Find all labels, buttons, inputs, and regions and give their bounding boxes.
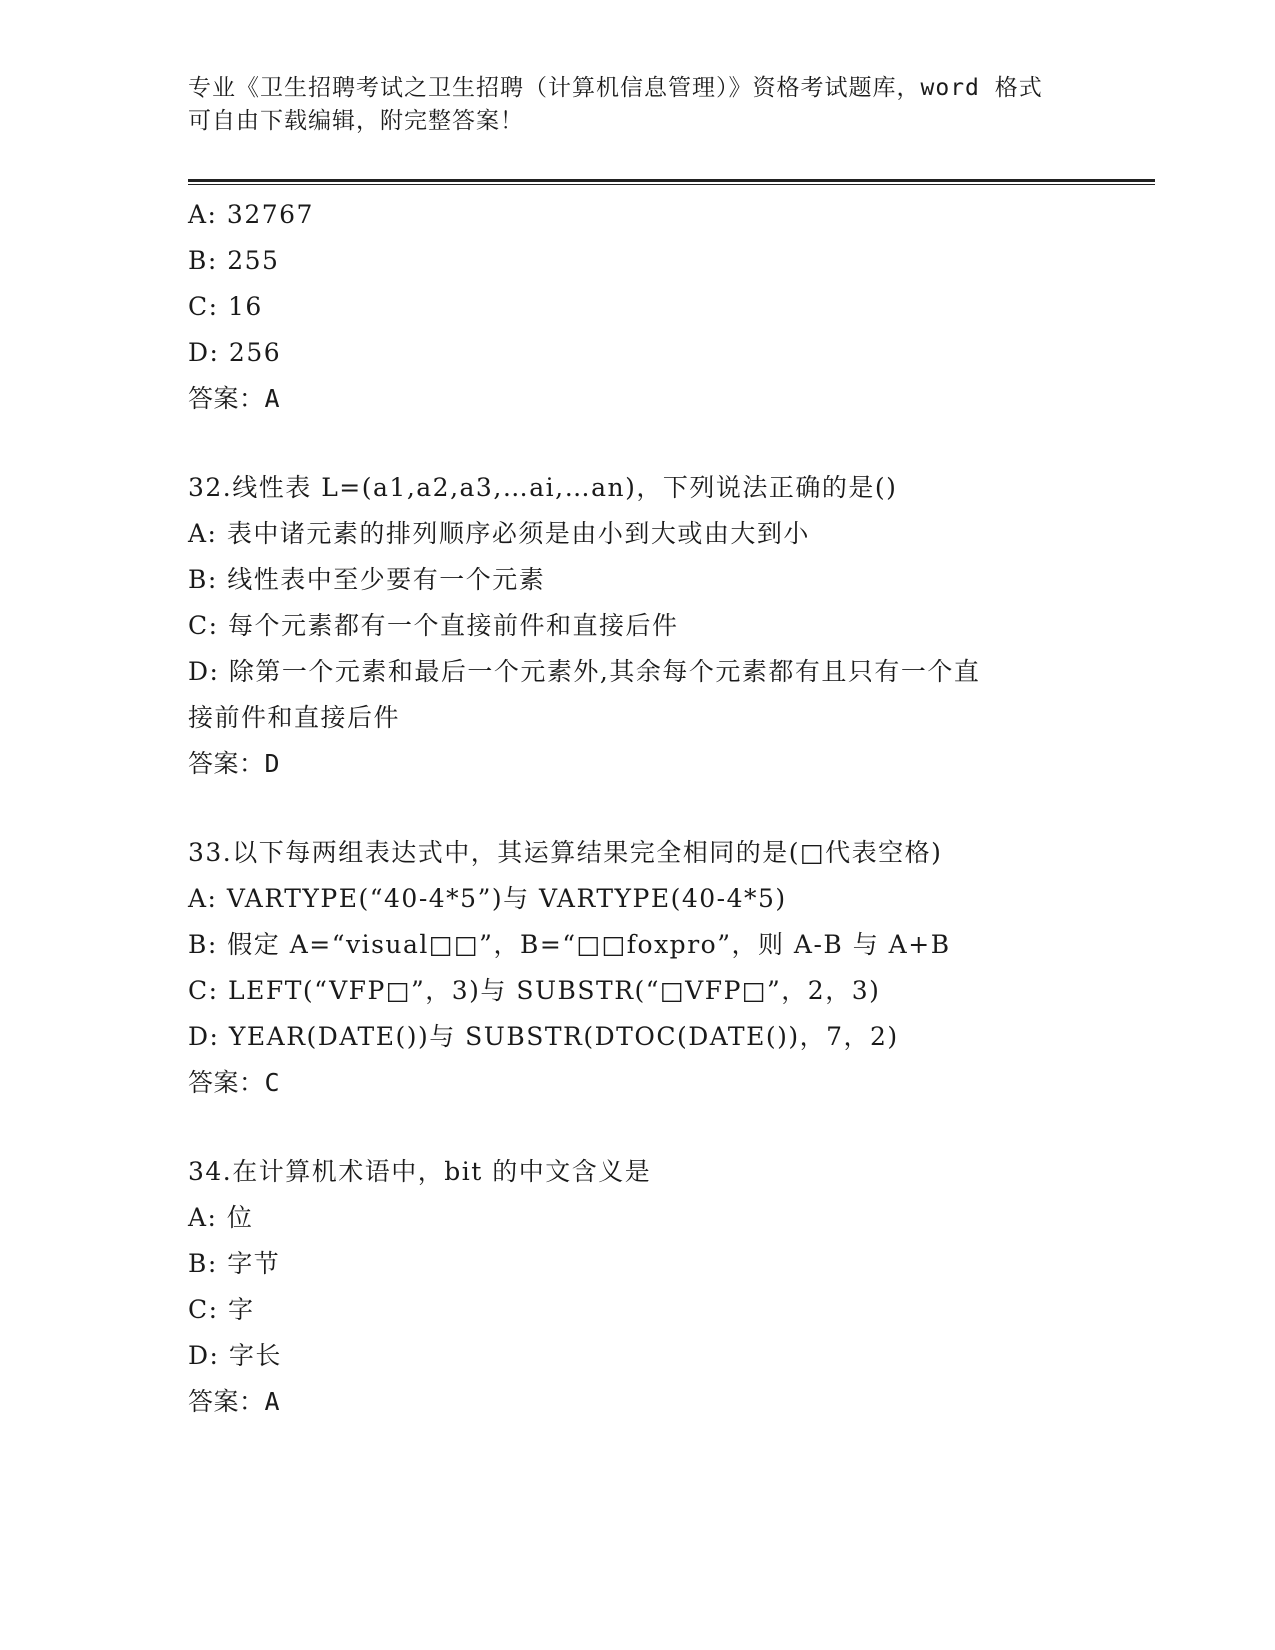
document-header: [188, 72, 1088, 138]
option-d: D: YEAR(DATE())与 SUBSTR(DTOC(DATE())，7，2): [188, 1022, 899, 1051]
answer-line: 答案：C: [188, 1068, 281, 1097]
option-c: C: 16: [188, 292, 263, 321]
option-d: D: 除第一个元素和最后一个元素外,其余每个元素都有且只有一个直: [188, 657, 981, 686]
option-c: C: 字: [188, 1295, 255, 1324]
option-d-continued: 接前件和直接后件: [188, 703, 401, 732]
question-block-34: [188, 1149, 1088, 1425]
answer-line: 答案：A: [188, 1387, 281, 1416]
answer-line: 答案：D: [188, 749, 281, 778]
option-a: A: 位: [188, 1203, 254, 1232]
spacer: [188, 422, 1088, 465]
option-a: A: VARTYPE(“40-4*5”)与 VARTYPE(40-4*5): [188, 884, 787, 913]
question-block-31: [188, 192, 1088, 422]
question-block-32: [188, 465, 1088, 787]
option-b: B: 线性表中至少要有一个元素: [188, 565, 546, 594]
option-a: A: 表中诸元素的排列顺序必须是由小到大或由大到小: [188, 519, 810, 548]
option-b: B: 字节: [188, 1249, 281, 1278]
option-b: B: 255: [188, 246, 280, 275]
option-b: B: 假定 A=“visual□□”，B=“□□foxpro”，则 A-B 与 A+B: [188, 930, 951, 959]
question-text: 34.在计算机术语中，bit 的中文含义是: [188, 1157, 652, 1186]
question-list: [188, 192, 1088, 1425]
header-rule-thin: [188, 184, 1155, 185]
header-title-line-1: 专业《卫生招聘考试之卫生招聘（计算机信息管理）》资格考试题库，word 格式: [188, 75, 1043, 101]
question-text: 33.以下每两组表达式中，其运算结果完全相同的是(□代表空格): [188, 838, 943, 867]
header-title-line-2: 可自由下载编辑，附完整答案！: [188, 108, 524, 134]
option-c: C: 每个元素都有一个直接前件和直接后件: [188, 611, 679, 640]
spacer: [188, 1106, 1088, 1149]
option-a: A: 32767: [188, 200, 314, 229]
spacer: [188, 787, 1088, 830]
question-block-33: [188, 830, 1088, 1106]
option-d: D: 字长: [188, 1341, 282, 1370]
question-text: 32.线性表 L=(a1,a2,a3,…ai,…an)，下列说法正确的是(): [188, 473, 898, 502]
answer-line: 答案：A: [188, 384, 281, 413]
option-c: C: LEFT(“VFP□”，3)与 SUBSTR(“□VFP□”，2，3): [188, 976, 881, 1005]
option-d: D: 256: [188, 338, 282, 367]
header-rule-thick: [188, 179, 1155, 182]
